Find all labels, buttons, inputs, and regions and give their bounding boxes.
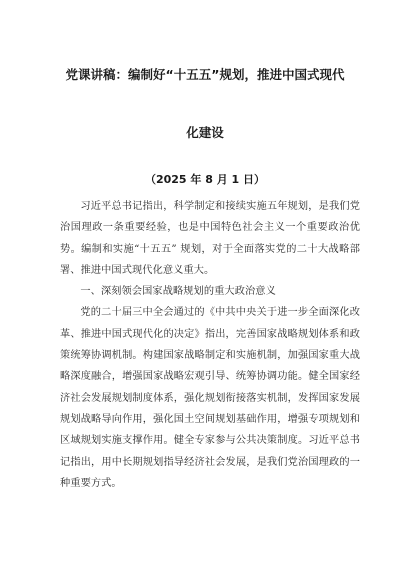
document-date: （2025 年 8 月 1 日）	[144, 173, 266, 186]
paragraph-intro: 习近平总书记指出，科学制定和接续实施五年规划，是我们党治国理政一条重要经验，也是中国特色社会主义一个重要政治优势。编制和实施“十五五” 规划，对于全面落实党的二十大战略部署、推进中国式现代化意义重大。	[60, 201, 360, 276]
document-title-line-2: 化建设	[186, 125, 224, 140]
paragraph-section-1: 党的二十届三中全会通过的《中共中央关于进一步全面深化改革、推进中国式现代化的决定》指出，完善国家战略规划体系和政策统筹协调机制。构建国家战略制定和实施机制，加强国家重大战略深度融合，增强国家战略宏观引导、统筹协调功能。健全国家经济社会发展规划制度体系，强化规划衔接落实机制，发挥国家发展规划战略导向作用，强化国土空间规划基础作用，增强专项规划和区域规划实施支撑作用。健全专家参与公共决策制度。习近平总书记指出，用中长期规划指导经济社会发展，是我们党治国理政的一种重要方式。	[60, 307, 360, 489]
document-body	[60, 196, 360, 494]
section-heading-1: 一、深刻领会国家战略规划的重大政治意义	[80, 286, 276, 298]
document-title-line-1: 党课讲稿：编制好“十五五”规划，推进中国式现代	[65, 67, 345, 82]
